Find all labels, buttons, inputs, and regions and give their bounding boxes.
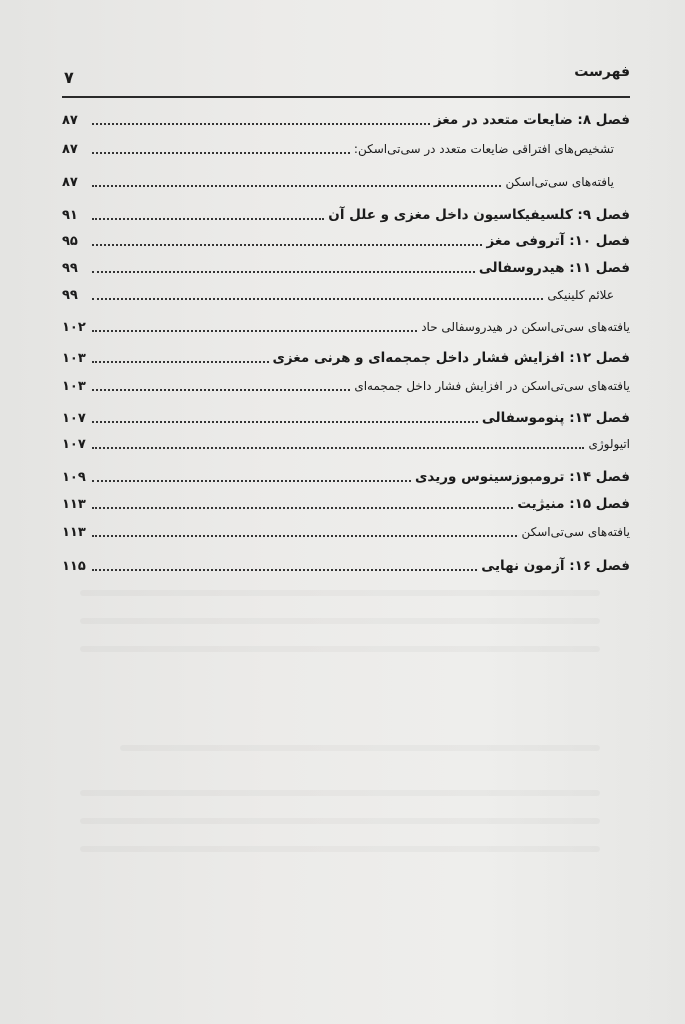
toc-entry[interactable] xyxy=(62,170,614,194)
toc-title: فصل ۱۲: افزایش فشار داخل جمجمه‌ای و هرنی مغزی xyxy=(272,350,630,366)
toc-leader-dots xyxy=(92,527,517,537)
toc-leader-dots xyxy=(92,499,513,509)
toc-title: فصل ۱۱: هیدروسفالی xyxy=(478,260,630,276)
toc-title: فصل ۱۴: ترومبوزسینوس وریدی xyxy=(415,469,630,485)
toc-entry[interactable] xyxy=(62,374,630,398)
toc-entry[interactable] xyxy=(62,492,630,516)
toc-leader-dots xyxy=(92,353,269,363)
toc-page-number: ۹۹ xyxy=(62,260,78,276)
toc-page-number: ۱۱۳ xyxy=(62,496,86,512)
toc-page-number: ۸۷ xyxy=(62,141,78,157)
toc-entry[interactable] xyxy=(62,137,614,161)
toc-page-number: ۱۰۷ xyxy=(62,410,86,426)
toc-page-number: ۱۰۳ xyxy=(62,350,86,366)
toc-leader-dots xyxy=(92,413,478,423)
table-of-contents xyxy=(62,0,630,1024)
page-title: فهرست xyxy=(574,64,630,80)
toc-entry[interactable] xyxy=(62,283,614,307)
toc-leader-dots xyxy=(92,177,501,187)
toc-page-number: ۹۵ xyxy=(62,233,78,249)
toc-entry[interactable] xyxy=(62,315,630,339)
toc-title: فصل ۱۶: آزمون نهایی xyxy=(481,558,630,574)
toc-leader-dots xyxy=(92,561,477,571)
toc-entry[interactable] xyxy=(62,256,630,280)
toc-page-number: ۹۹ xyxy=(62,287,78,303)
toc-leader-dots xyxy=(92,210,324,220)
toc-entry[interactable] xyxy=(62,465,630,489)
toc-leader-dots xyxy=(92,236,482,246)
toc-entry[interactable] xyxy=(62,554,630,578)
toc-leader-dots xyxy=(92,381,350,391)
toc-page-number: ۱۰۲ xyxy=(62,319,86,335)
toc-page-number: ۱۰۳ xyxy=(62,378,86,394)
toc-entry[interactable] xyxy=(62,406,630,430)
toc-title: فصل ۱۰: آتروفی مغز xyxy=(486,233,630,249)
toc-page-number: ۱۱۳ xyxy=(62,524,86,540)
toc-entry[interactable] xyxy=(62,203,630,227)
toc-page-number: ۱۰۷ xyxy=(62,436,86,452)
toc-title: یافته‌های سی‌تی‌اسکن در هیدروسفالی حاد xyxy=(421,320,630,334)
toc-title: یافته‌های سی‌تی‌اسکن در افزایش فشار داخل جمجمه‌ای xyxy=(354,379,630,393)
toc-entry[interactable] xyxy=(62,432,630,456)
toc-leader-dots xyxy=(92,144,350,154)
toc-leader-dots xyxy=(92,472,411,482)
toc-leader-dots xyxy=(92,290,543,300)
toc-entry[interactable] xyxy=(62,346,630,370)
toc-title: علائم کلینیکی xyxy=(547,288,614,302)
toc-leader-dots xyxy=(92,115,430,125)
toc-title: فصل ۸: ضایعات متعدد در مغز xyxy=(433,112,630,128)
toc-title: فصل ۱۵: منیژیت xyxy=(517,496,630,512)
toc-leader-dots xyxy=(92,439,584,449)
toc-page-number: ۱۰۹ xyxy=(62,469,86,485)
toc-title: اتیولوژی xyxy=(588,437,630,451)
toc-leader-dots xyxy=(92,322,417,332)
toc-title: یافته‌های سی‌تی‌اسکن xyxy=(505,175,614,189)
toc-title: فصل ۹: کلسیفیکاسیون داخل مغزی و علل آن xyxy=(328,207,630,223)
toc-entry[interactable] xyxy=(62,520,630,544)
page-number: ۷ xyxy=(64,68,74,87)
toc-page-number: ۱۱۵ xyxy=(62,558,86,574)
toc-entry[interactable] xyxy=(62,108,630,132)
toc-page-number: ۸۷ xyxy=(62,112,78,128)
toc-entry[interactable] xyxy=(62,229,630,253)
toc-title: تشخیص‌های افتراقی ضایعات متعدد در سی‌تی‌اسکن: xyxy=(353,142,614,156)
toc-title: یافته‌های سی‌تی‌اسکن xyxy=(521,525,630,539)
toc-leader-dots xyxy=(92,263,475,273)
toc-title: فصل ۱۳: پنوموسفالی xyxy=(481,410,630,426)
toc-page-number: ۸۷ xyxy=(62,174,78,190)
toc-page-number: ۹۱ xyxy=(62,207,78,223)
